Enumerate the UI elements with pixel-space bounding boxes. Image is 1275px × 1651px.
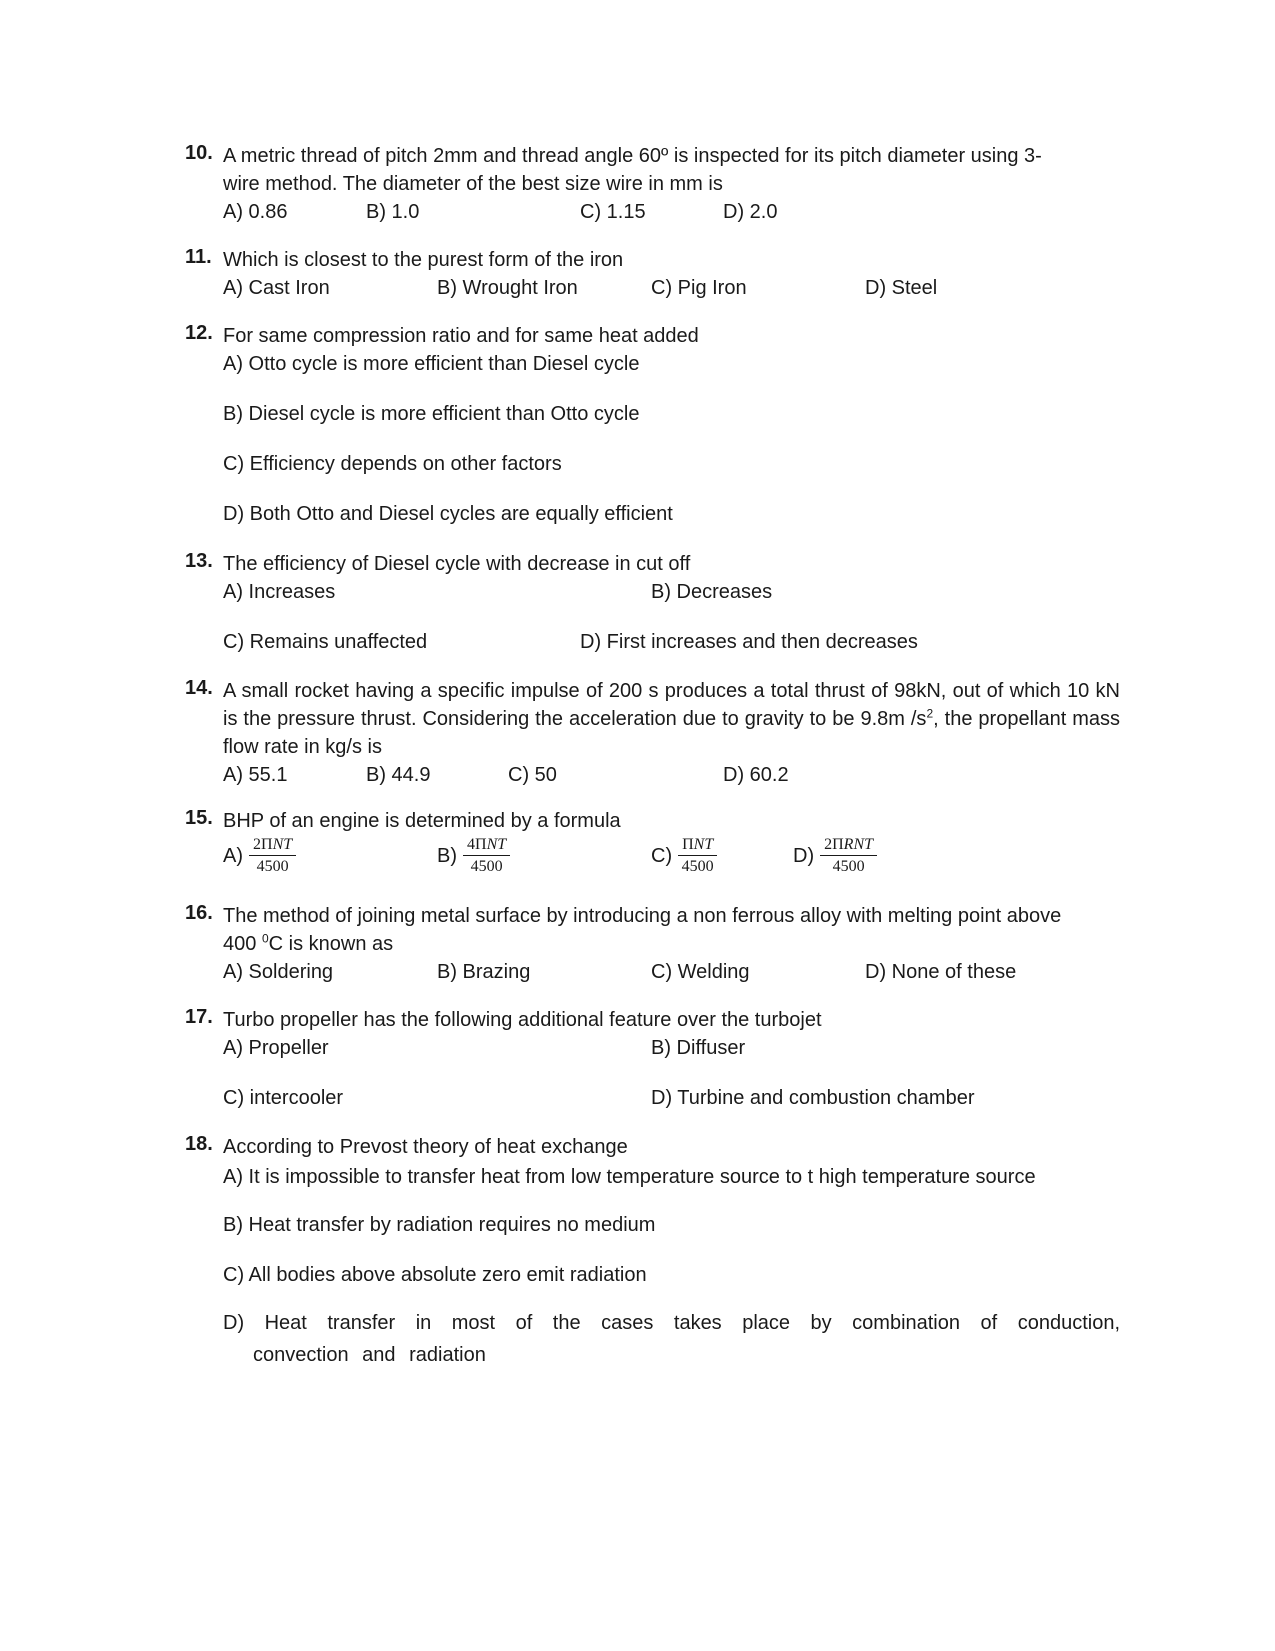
formula-fraction (249, 835, 296, 878)
question-text-line: A metric thread of pitch 2mm and thread angle 60º is inspected for its pitch diameter using 3- (223, 145, 1042, 167)
question-text: According to Prevost theory of heat exchange (223, 1136, 628, 1158)
options-row (223, 1034, 1120, 1062)
options-row (223, 578, 1120, 606)
question-number: 15. (185, 807, 213, 829)
options-row (223, 958, 1120, 986)
option-c[interactable]: C) All bodies above absolute zero emit radiation (223, 1264, 647, 1286)
formula-variables: NT (486, 836, 507, 853)
question-15 (185, 807, 1120, 883)
option-d[interactable]: D) First increases and then decreases (580, 631, 918, 653)
options-row (223, 274, 1120, 302)
option-label: B) (437, 844, 457, 867)
question-number: 12. (185, 322, 213, 344)
question-text (223, 902, 1120, 958)
formula-fraction (463, 835, 510, 878)
formula-variables: NT (272, 836, 293, 853)
question-number: 16. (185, 902, 213, 924)
question-number: 11. (185, 246, 212, 268)
question-16 (185, 902, 1120, 986)
option-b[interactable]: B) Decreases (651, 581, 773, 603)
question-13 (185, 550, 1120, 656)
option-a[interactable]: A) It is impossible to transfer heat from low temperature source to t high temperature source (223, 1166, 1036, 1188)
superscript: 0 (261, 931, 269, 946)
question-11 (185, 246, 1120, 302)
option-c[interactable]: C) Pig Iron (651, 277, 747, 299)
options-row (223, 198, 1120, 226)
option-c[interactable]: C) 50 (508, 764, 557, 786)
question-text: The efficiency of Diesel cycle with decrease in cut off (223, 553, 691, 575)
question-18 (185, 1133, 1120, 1371)
option-label: D) (793, 844, 815, 867)
option-d[interactable]: D) Turbine and combustion chamber (651, 1087, 975, 1109)
option-label: C) (651, 844, 673, 867)
options-row (223, 761, 1120, 789)
option-a[interactable]: A) Soldering (223, 961, 334, 983)
formula-coefficient: 2Π (253, 836, 273, 853)
option-d[interactable]: D) 2.0 (723, 201, 778, 223)
formula-fraction (820, 835, 877, 878)
question-number: 10. (185, 142, 213, 164)
option-d[interactable]: D) 60.2 (723, 764, 789, 786)
question-number: 17. (185, 1006, 213, 1028)
formula-fraction (678, 835, 717, 878)
formula-denominator: 4500 (832, 858, 865, 875)
question-number: 14. (185, 677, 213, 699)
question-17 (185, 1006, 1120, 1112)
option-a[interactable]: A) Otto cycle is more efficient than Diesel cycle (223, 353, 640, 375)
options-row (223, 628, 1120, 656)
option-b[interactable]: B) 1.0 (366, 201, 420, 223)
option-b[interactable]: B) Wrought Iron (437, 277, 578, 299)
question-12 (185, 322, 1120, 528)
option-d[interactable]: D) Heat transfer in most of the cases takes place by combination of conduction, convection and radiation (223, 1312, 1120, 1366)
formula-variables: NT (693, 836, 714, 853)
options-row (223, 1084, 1120, 1112)
question-number: 18. (185, 1133, 213, 1155)
question-text (223, 677, 1120, 761)
option-c[interactable] (651, 835, 717, 878)
option-c[interactable]: C) 1.15 (580, 201, 646, 223)
options-row (223, 835, 1120, 883)
option-c[interactable]: C) Welding (651, 961, 750, 983)
superscript: 2 (926, 706, 934, 721)
question-text: For same compression ratio and for same heat added (223, 325, 699, 347)
option-d[interactable]: D) Both Otto and Diesel cycles are equally efficient (223, 503, 673, 525)
question-text-line (223, 930, 1120, 958)
question-text: BHP of an engine is determined by a formula (223, 810, 621, 832)
formula-denominator: 4500 (470, 858, 503, 875)
question-text-part: C is known as (268, 933, 394, 955)
question-text (223, 142, 1120, 198)
question-text: Which is closest to the purest form of the iron (223, 249, 624, 271)
option-a[interactable]: A) Propeller (223, 1037, 329, 1059)
option-label: A) (223, 844, 243, 867)
option-d[interactable]: D) Steel (865, 277, 938, 299)
question-text-part: 400 (223, 933, 262, 955)
question-text-line: The method of joining metal surface by introducing a non ferrous alloy with melting point above (223, 905, 1062, 927)
option-c[interactable]: C) Remains unaffected (223, 631, 428, 653)
question-text-part: A small rocket having a specific impulse of 200 s produces a total thrust of 98kN, out of which 10 kN is the pressure thrust. Considering the acceleration due to gravity to be 9.8m /s (223, 680, 1120, 730)
question-number: 13. (185, 550, 213, 572)
formula-denominator: 4500 (256, 858, 289, 875)
option-b[interactable]: B) Heat transfer by radiation requires no medium (223, 1214, 656, 1236)
option-d[interactable] (793, 835, 877, 878)
question-text-part: , the propellant mass flow rate in kg/s is (223, 708, 1120, 758)
option-a[interactable]: A) 0.86 (223, 201, 288, 223)
option-a[interactable]: A) Cast Iron (223, 277, 330, 299)
formula-coefficient: 4Π (467, 836, 487, 853)
option-a[interactable] (223, 835, 296, 878)
question-10 (185, 142, 1120, 226)
option-c[interactable]: C) Efficiency depends on other factors (223, 453, 562, 475)
question-14 (185, 677, 1120, 789)
formula-denominator: 4500 (681, 858, 714, 875)
question-text-line: wire method. The diameter of the best size wire in mm is (223, 173, 723, 195)
formula-coefficient: Π (682, 836, 694, 853)
question-text: Turbo propeller has the following additional feature over the turbojet (223, 1009, 822, 1031)
option-b[interactable]: B) 44.9 (366, 764, 431, 786)
formula-coefficient: 2Π (824, 836, 844, 853)
option-b[interactable]: B) Brazing (437, 961, 531, 983)
option-b[interactable]: B) Diffuser (651, 1037, 746, 1059)
option-c[interactable]: C) intercooler (223, 1087, 344, 1109)
option-b[interactable] (437, 835, 510, 878)
formula-variables: RNT (843, 836, 874, 853)
option-a[interactable]: A) 55.1 (223, 764, 288, 786)
option-a[interactable]: A) Increases (223, 581, 336, 603)
option-d[interactable]: D) None of these (865, 961, 1017, 983)
option-b[interactable]: B) Diesel cycle is more efficient than Otto cycle (223, 403, 640, 425)
